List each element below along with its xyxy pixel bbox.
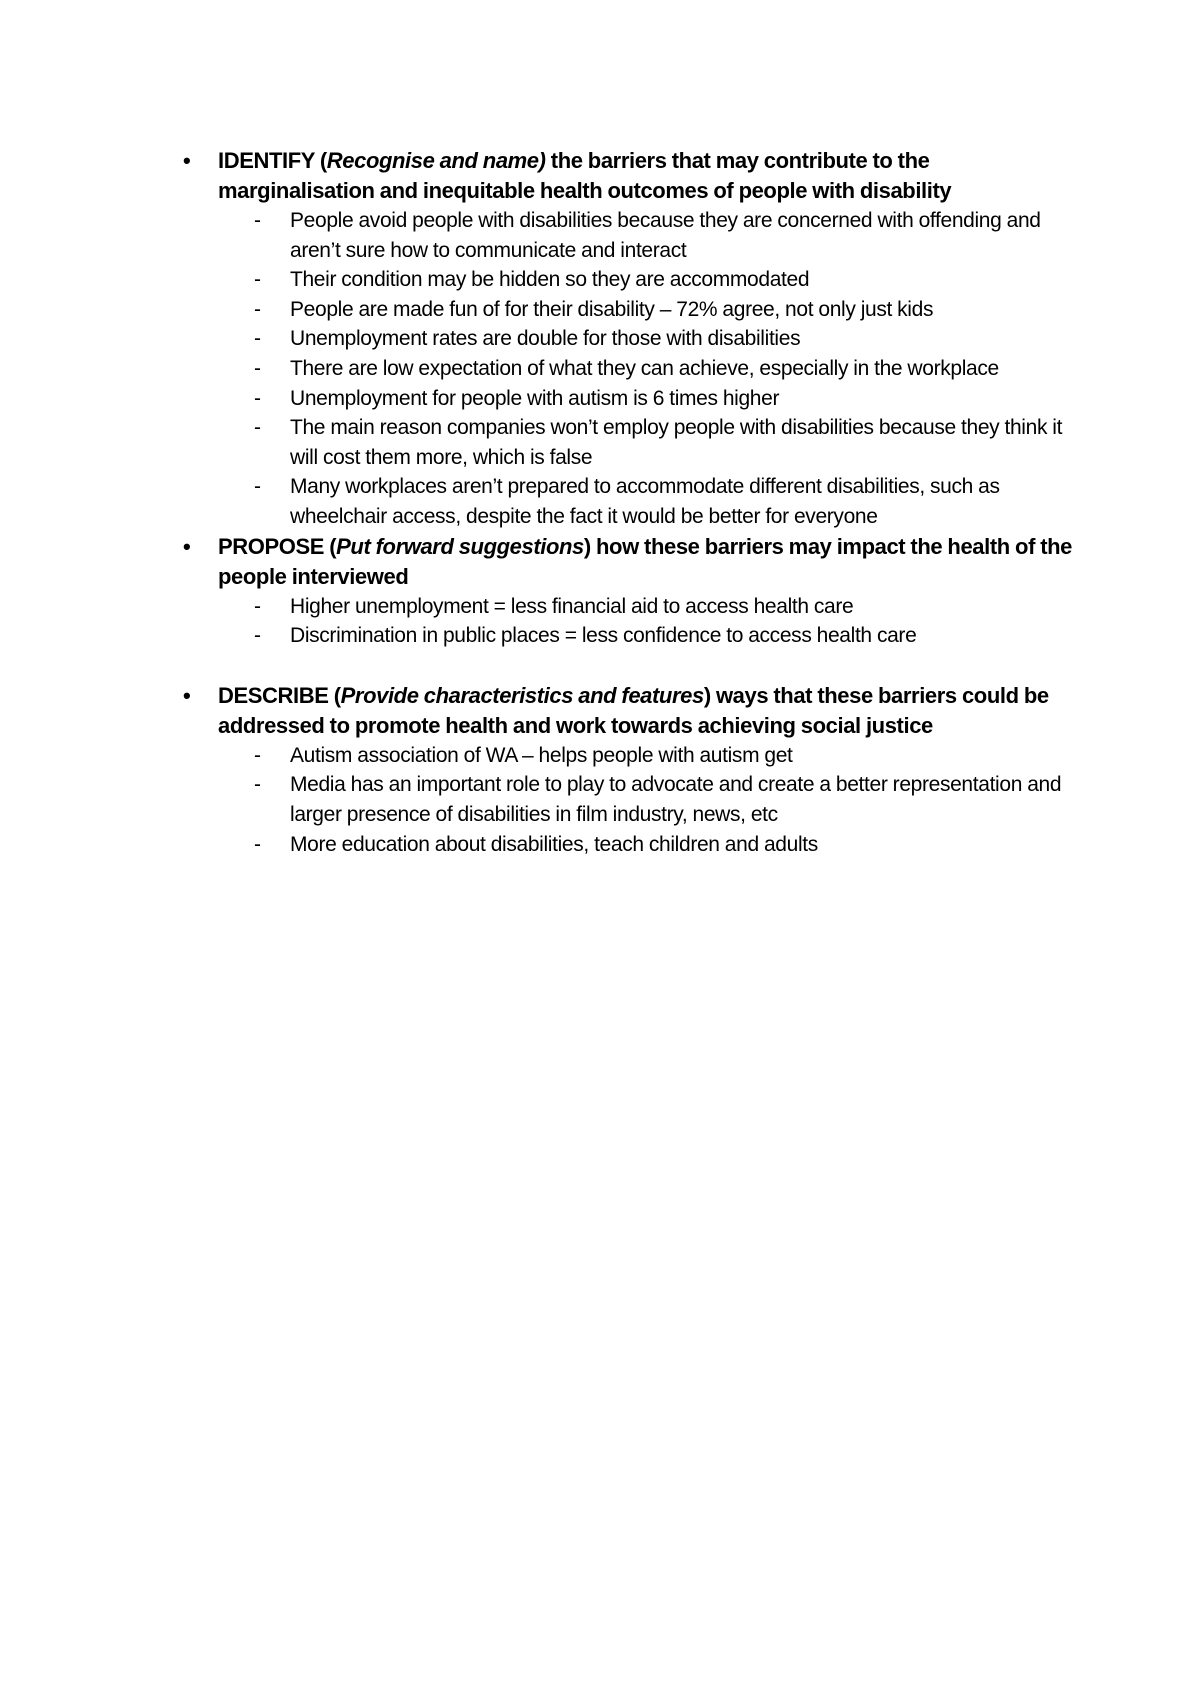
- heading-italic: Provide characteristics and features: [340, 682, 704, 708]
- dash-marker: -: [254, 832, 261, 856]
- list-item: [218, 592, 1080, 622]
- heading-keyword: IDENTIFY: [218, 148, 315, 173]
- list-item: [218, 265, 1080, 295]
- list-item: [218, 384, 1080, 414]
- document-body: [180, 146, 1080, 859]
- list-item: [218, 324, 1080, 354]
- list-item: [218, 621, 1080, 651]
- heading-italic: Recognise and name): [326, 148, 546, 173]
- section-describe: [180, 681, 1080, 859]
- dash-marker: -: [254, 209, 261, 232]
- list-item-text: Their condition may be hidden so they are accommodated: [290, 268, 810, 292]
- bullet-marker: •: [183, 682, 191, 708]
- bullet-marker: •: [183, 148, 191, 173]
- heading-open-paren: (: [328, 682, 341, 708]
- list-item: [218, 354, 1080, 384]
- list-item: [218, 472, 1080, 531]
- dash-marker: -: [254, 773, 261, 797]
- list-item-text: Many workplaces aren’t prepared to accommodate different disabilities, such as wheelchair access, despite the fact it would be better for everyone: [290, 475, 1000, 528]
- sub-list: [218, 206, 1080, 532]
- list-item-text: Media has an important role to play to advocate and create a better representation and larger presence of disabilities in film industry, news, etc: [290, 773, 1062, 826]
- list-item-text: People are made fun of for their disability – 72% agree, not only just kids: [290, 297, 934, 321]
- list-item-text: Higher unemployment = less financial aid to access health care: [290, 594, 854, 618]
- dash-marker: -: [254, 386, 261, 410]
- dash-marker: -: [254, 594, 261, 618]
- sub-list: [218, 592, 1080, 651]
- list-item-text: People avoid people with disabilities because they are concerned with offending and aren’t sure how to communicate and interact: [290, 209, 1041, 262]
- section-heading: [218, 146, 1080, 206]
- list-item-text: Autism association of WA – helps people with autism get: [290, 743, 793, 767]
- section-identify: [180, 146, 1080, 532]
- dash-marker: -: [254, 743, 261, 767]
- heading-italic: Put forward suggestions: [336, 533, 584, 559]
- heading-open-paren: (: [314, 148, 327, 173]
- heading-keyword: DESCRIBE: [218, 682, 329, 708]
- list-item-text: More education about disabilities, teach children and adults: [290, 832, 818, 856]
- list-item: [218, 295, 1080, 325]
- heading-open-paren: (: [324, 533, 337, 559]
- heading-keyword: PROPOSE: [218, 533, 325, 559]
- bullet-marker: •: [183, 533, 191, 559]
- heading-rest: the barriers that may contribute to the marginalisation and inequitable health outcomes of people with disability: [218, 148, 952, 203]
- list-item: [218, 830, 1080, 860]
- section-propose: [180, 532, 1080, 651]
- dash-marker: -: [254, 475, 261, 499]
- list-item: [218, 770, 1080, 829]
- sub-list: [218, 741, 1080, 859]
- list-item-text: Discrimination in public places = less confidence to access health care: [290, 624, 917, 648]
- list-item-text: The main reason companies won’t employ people with disabilities because they think it will cost them more, which is false: [290, 416, 1063, 469]
- list-item-text: There are low expectation of what they can achieve, especially in the workplace: [290, 356, 999, 380]
- section-heading: [218, 681, 1080, 741]
- dash-marker: -: [254, 624, 261, 648]
- list-item: [218, 741, 1080, 771]
- dash-marker: -: [254, 356, 261, 380]
- heading-rest: ) ways that these barriers could be addressed to promote health and work towards achieving social justice: [218, 682, 1049, 738]
- list-item: [218, 413, 1080, 472]
- list-item-text: Unemployment for people with autism is 6 times higher: [290, 386, 780, 410]
- section-heading: [218, 532, 1080, 592]
- list-item: [218, 206, 1080, 265]
- list-item-text: Unemployment rates are double for those with disabilities: [290, 327, 801, 351]
- dash-marker: -: [254, 416, 261, 440]
- dash-marker: -: [254, 297, 261, 321]
- heading-rest: ) how these barriers may impact the health of the people interviewed: [218, 533, 1073, 589]
- dash-marker: -: [254, 268, 261, 292]
- dash-marker: -: [254, 327, 261, 351]
